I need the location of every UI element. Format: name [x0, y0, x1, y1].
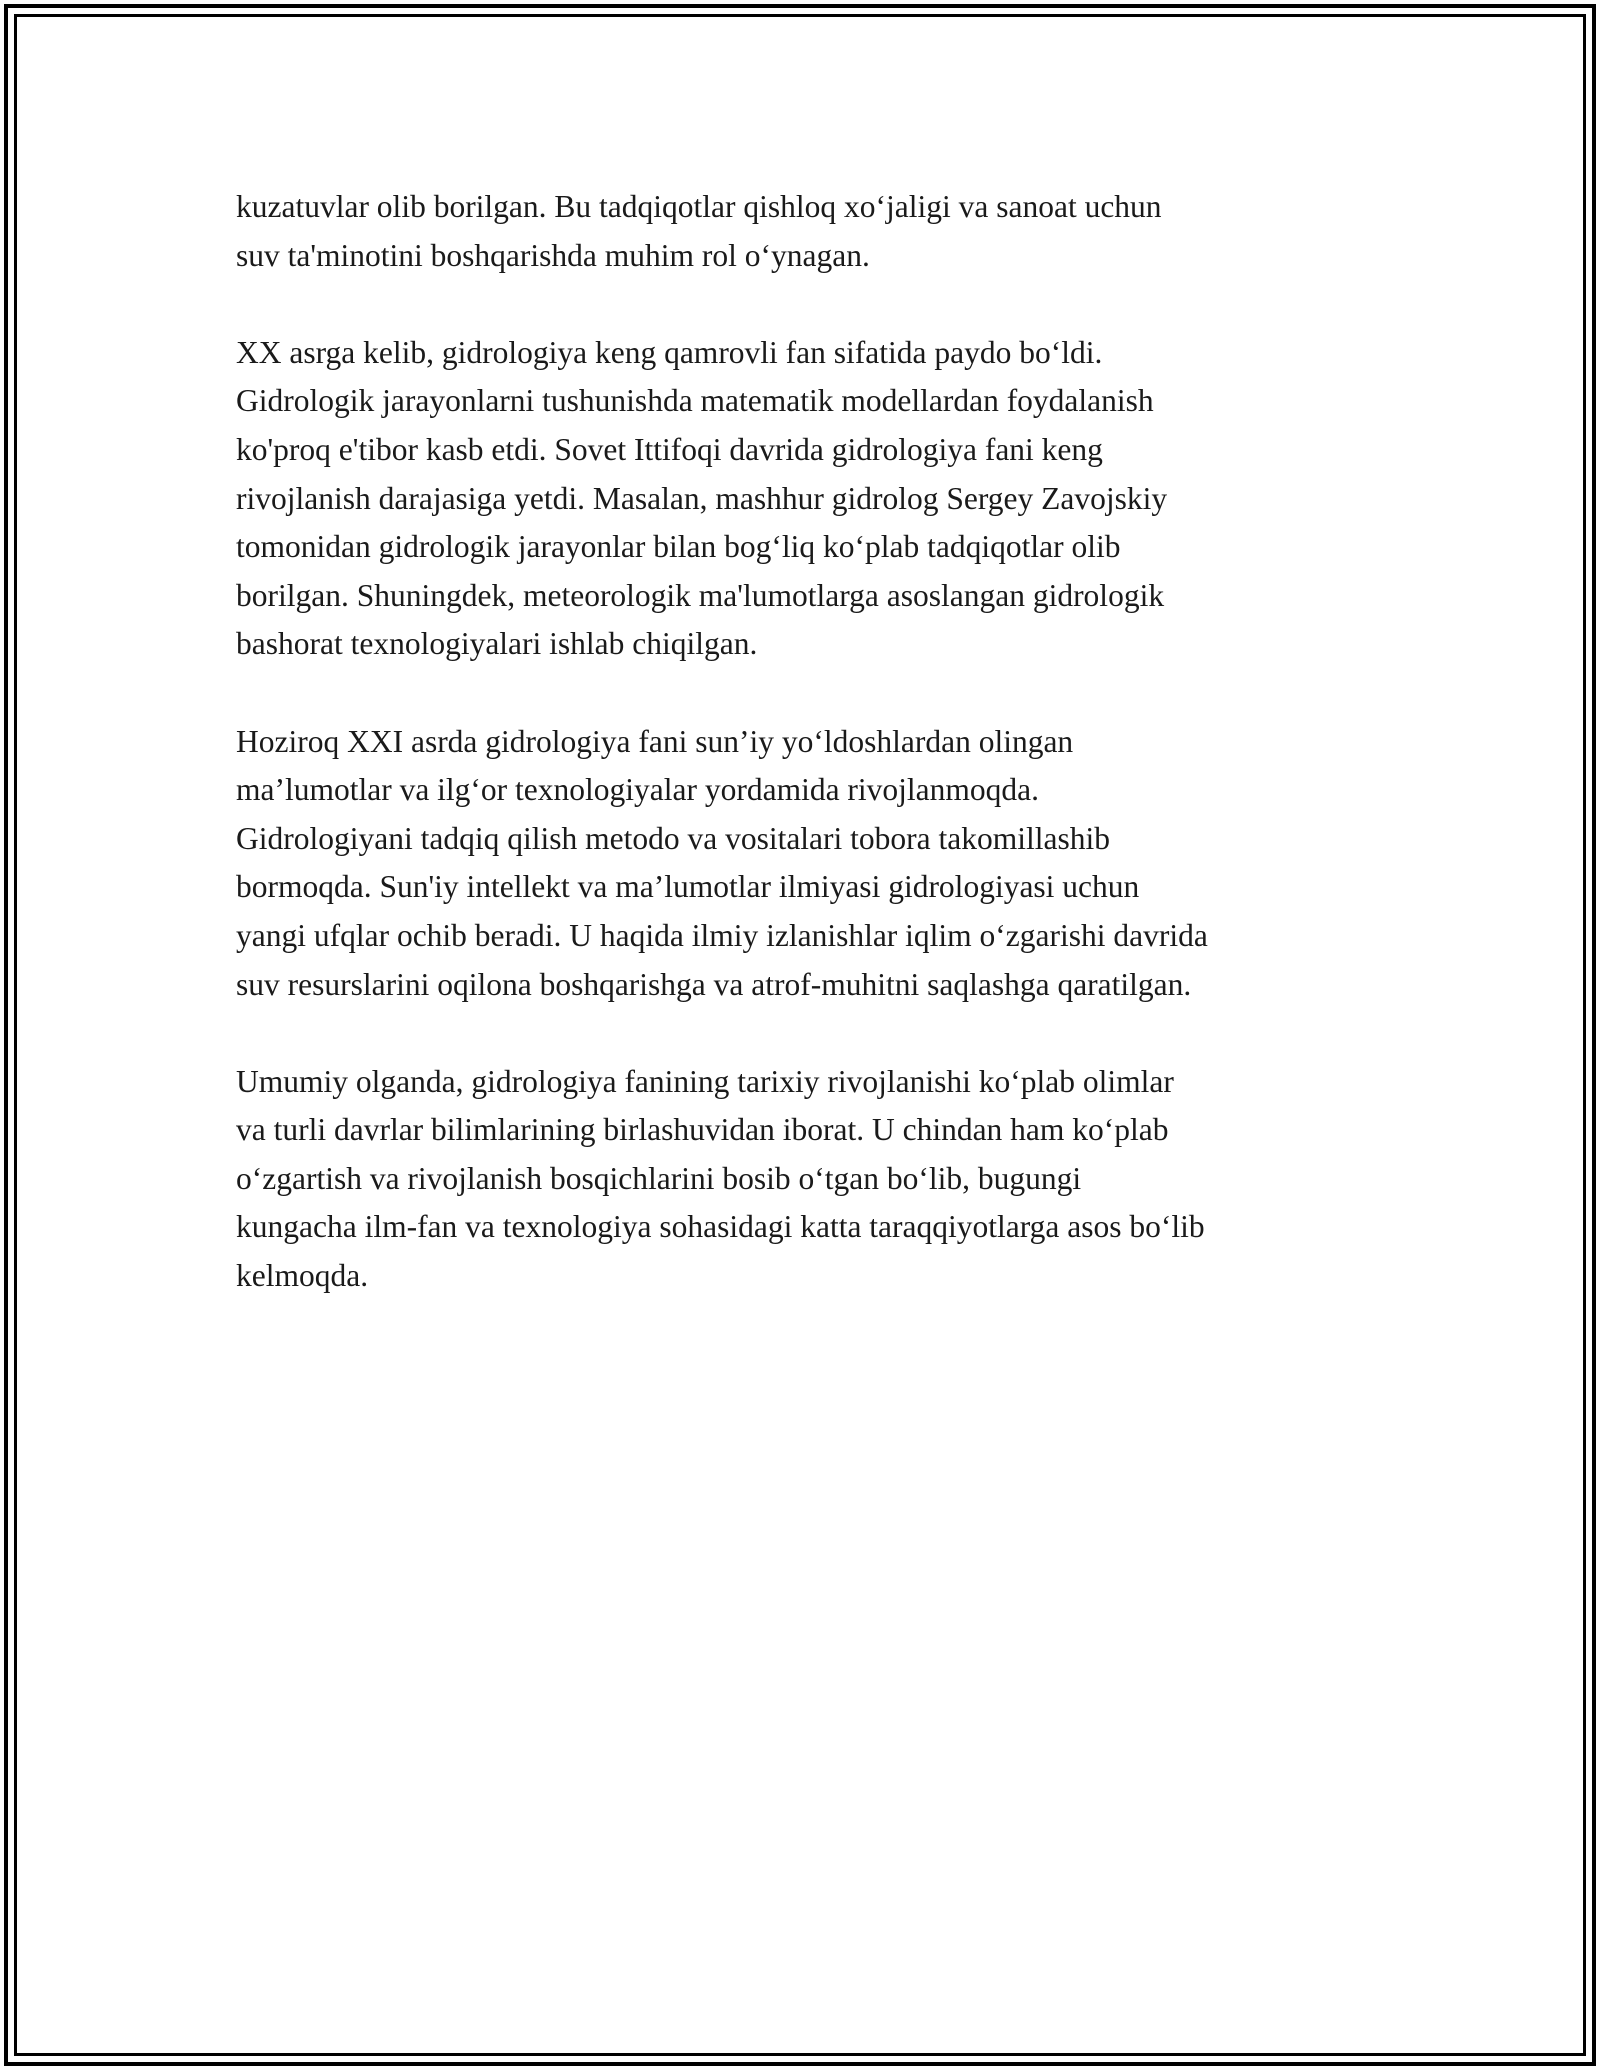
text-line: Gidrologiyani tadqiq qilish metodo va vositalari tobora takomillashib: [236, 820, 1110, 856]
text-line: Gidrologik jarayonlarni tushunishda matematik modellardan foydalanish: [236, 383, 1154, 419]
text-line: borilgan. Shuningdek, meteorologik ma'lumotlarga asoslangan gidrologik: [236, 577, 1165, 613]
paragraph-1: [236, 183, 1396, 280]
text-line: va turli davrlar bilimlarining birlashuvidan iborat. U chindan ham ko‘plab: [236, 1112, 1169, 1148]
text-line: o‘zgartish va rivojlanish bosqichlarini bosib o‘tgan bo‘lib, bugungi: [236, 1160, 1082, 1196]
text-line: kelmoqda.: [236, 1258, 369, 1294]
text-line: kuzatuvlar olib borilgan. Bu tadqiqotlar qishloq xo‘jaligi va sanoat uchun: [236, 189, 1162, 224]
paragraph-4: [236, 1058, 1396, 1301]
text-line: tomonidan gidrologik jarayonlar bilan bog‘liq ko‘plab tadqiqotlar olib: [236, 529, 1121, 565]
text-line: XX asrga kelib, gidrologiya keng qamrovli fan sifatida paydo bo‘ldi.: [236, 334, 1103, 370]
text-line: Umumiy olganda, gidrologiya fanining tarixiy rivojlanishi ko‘plab olimlar: [236, 1063, 1174, 1099]
text-line: suv ta'minotini boshqarishda muhim rol o‘ynagan.: [236, 237, 870, 273]
text-line: bashorat texnologiyalari ishlab chiqilgan.: [236, 626, 758, 662]
text-line: ma’lumotlar va ilg‘or texnologiyalar yordamida rivojlanmoqda.: [236, 772, 1040, 808]
text-line: yangi ufqlar ochib beradi. U haqida ilmiy izlanishlar iqlim o‘zgarishi davrida: [236, 917, 1208, 953]
paragraph-3: [236, 718, 1396, 1010]
document-body: [236, 183, 1396, 1349]
text-line: Hoziroq XXI asrda gidrologiya fani sun’iy yo‘ldoshlardan olingan: [236, 723, 1074, 759]
text-line: suv resurslarini oqilona boshqarishga va atrof-muhitni saqlashga qaratilgan.: [236, 966, 1192, 1002]
text-line: rivojlanish darajasiga yetdi. Masalan, mashhur gidrolog Sergey Zavojskiy: [236, 480, 1168, 516]
text-line: kungacha ilm-fan va texnologiya sohasidagi katta taraqqiyotlarga asos bo‘lib: [236, 1209, 1205, 1245]
paragraph-2: [236, 329, 1396, 669]
text-line: bormoqda. Sun'iy intellekt va ma’lumotlar ilmiyasi gidrologiyasi uchun: [236, 869, 1140, 905]
text-line: ko'proq e'tibor kasb etdi. Sovet Ittifoqi davrida gidrologiya fani keng: [236, 431, 1103, 467]
